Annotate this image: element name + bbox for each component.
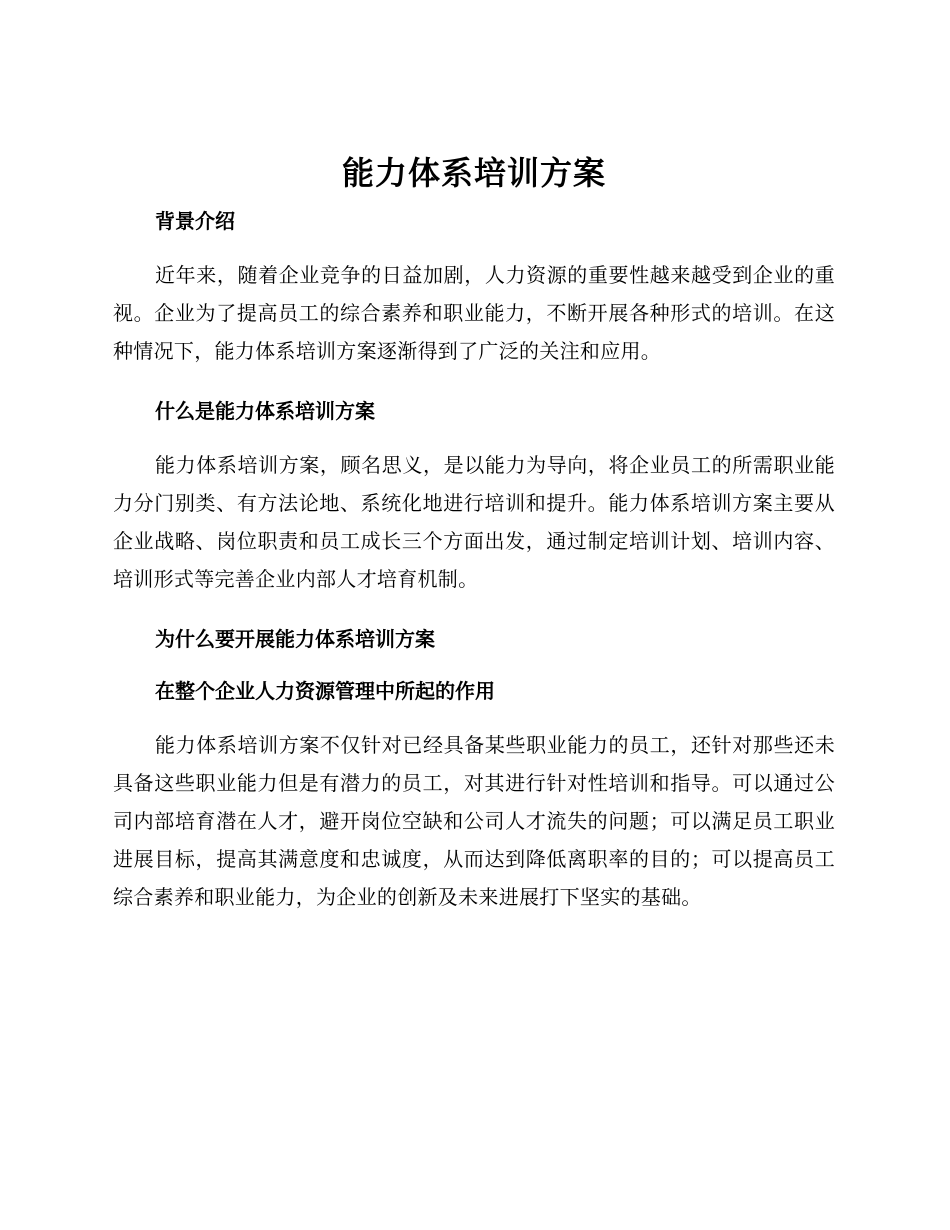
document-title: 能力体系培训方案 xyxy=(341,154,606,192)
section-heading-role: 在整个企业人力资源管理中所起的作用 xyxy=(155,679,495,703)
paragraph-what-is: 能力体系培训方案，顾名思义，是以能力为导向，将企业员工的所需职业能力分门别类、有方法论地、系统化地进行培训和提升。能力体系培训方案主要从企业战略、岗位职责和员工成长三个方面出发，通过制定培训计划、培训内容、培训形式等完善企业内部人才培育机制。 xyxy=(113,453,835,591)
document-body xyxy=(113,150,835,916)
paragraph-background: 近年来，随着企业竞争的日益加剧，人力资源的重要性越来越受到企业的重视。企业为了提高员工的综合素养和职业能力，不断开展各种形式的培训。在这种情况下，能力体系培训方案逐渐得到了广泛的关注和应用。 xyxy=(113,263,835,363)
paragraph-role: 能力体系培训方案不仅针对已经具备某些职业能力的员工，还针对那些还未具备这些职业能力但是有潜力的员工，对其进行针对性培训和指导。可以通过公司内部培育潜在人才，避开岗位空缺和公司人才流失的问题；可以满足员工职业进展目标，提高其满意度和忠诚度，从而达到降低离职率的目的；可以提高员工综合素养和职业能力，为企业的创新及未来进展打下坚实的基础。 xyxy=(113,733,835,909)
section-heading-background: 背景介绍 xyxy=(155,209,235,233)
section-heading-what-is: 什么是能力体系培训方案 xyxy=(155,399,375,423)
section-heading-why: 为什么要开展能力体系培训方案 xyxy=(155,627,435,651)
